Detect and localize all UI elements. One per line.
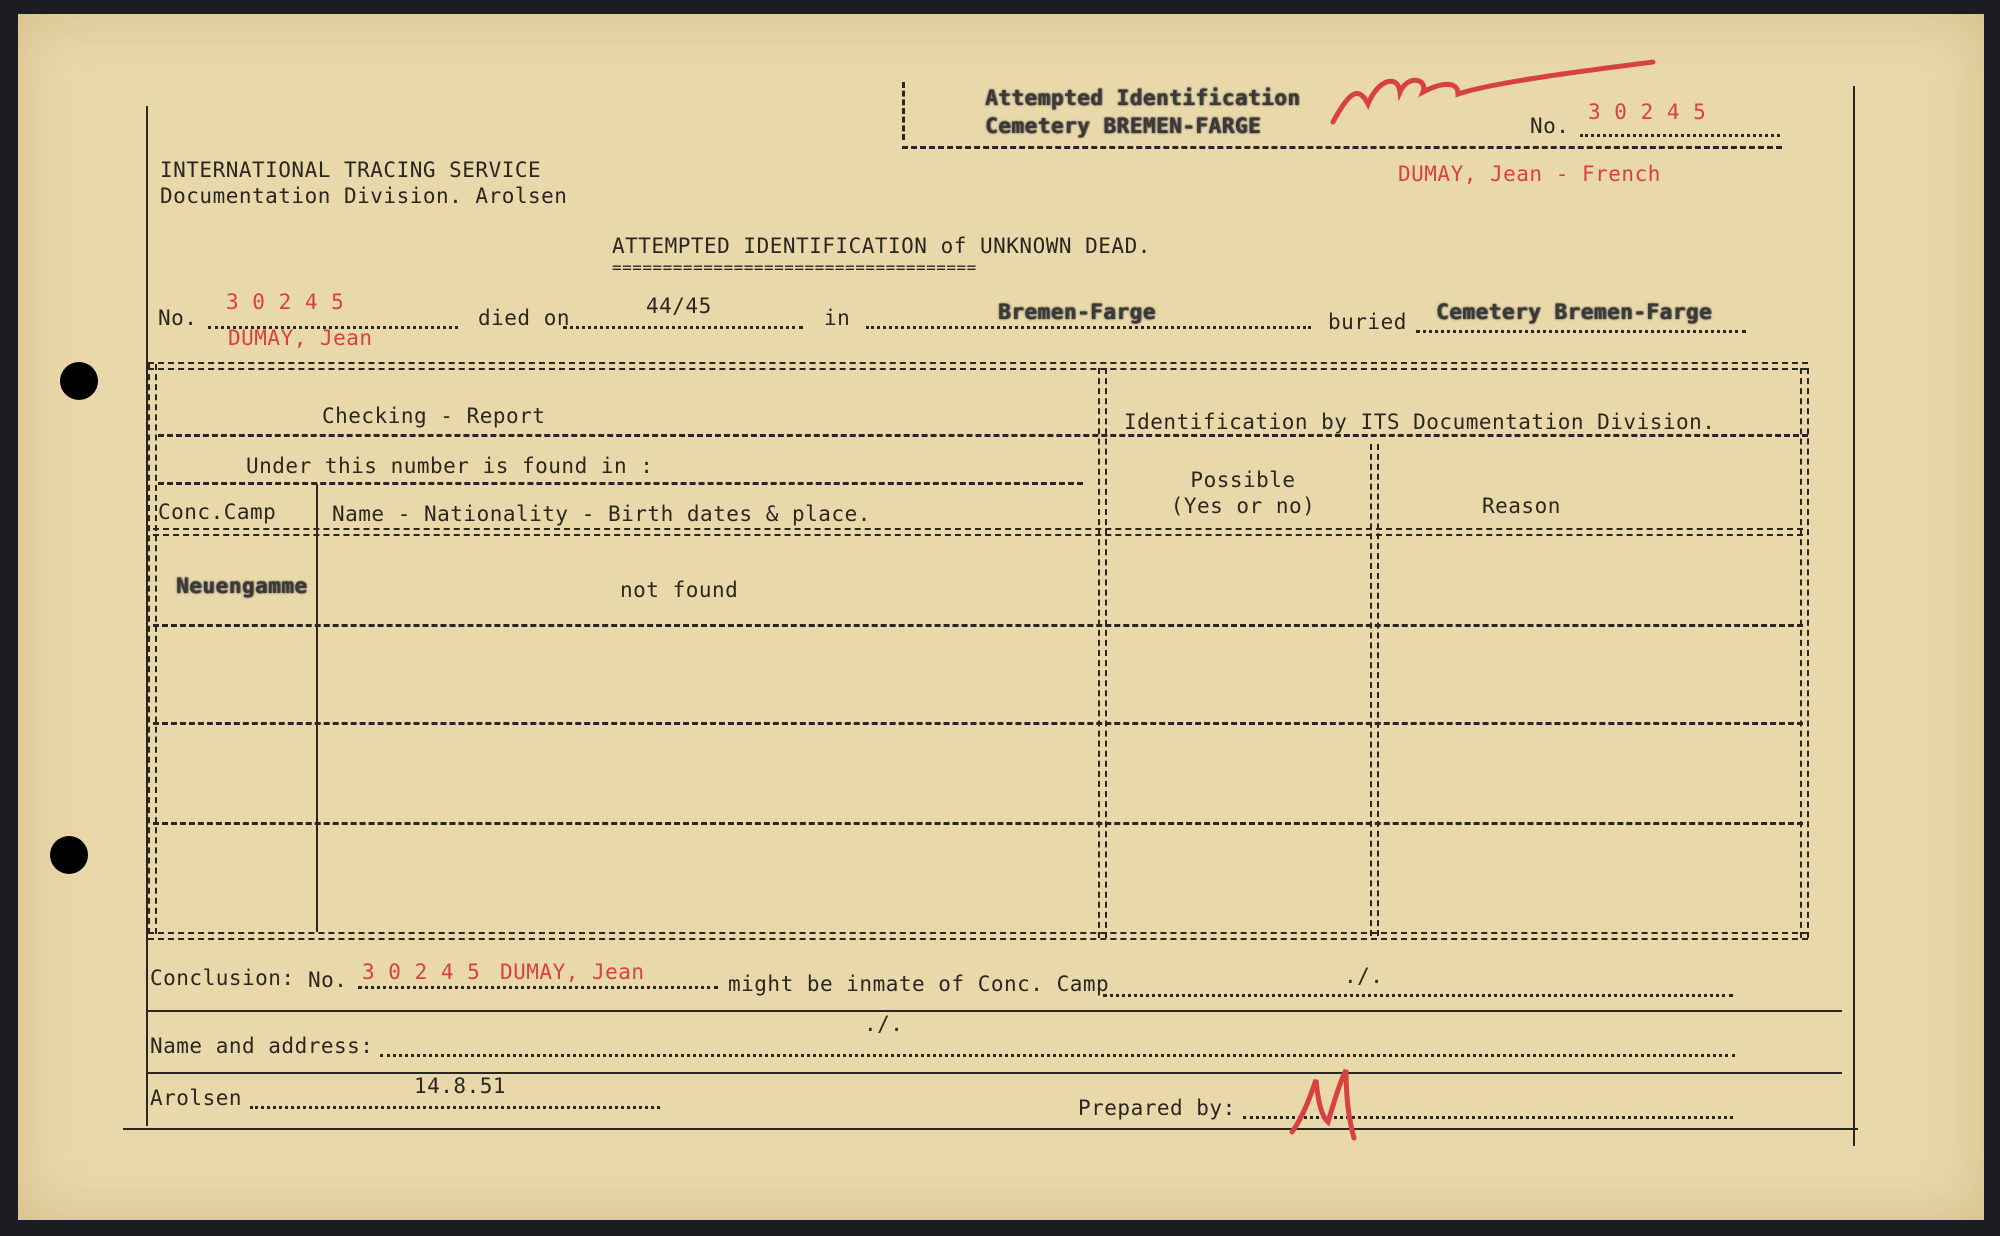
record-in-label: in [824,306,851,330]
frame-bottom-line [123,1128,1858,1130]
record-buried-value: Cemetery Bremen-Farge [1436,300,1713,324]
table-checking-report: Checking - Report [322,404,546,428]
table-line-after-columns [153,528,1803,536]
document-title-underline: ==================================== [612,258,977,277]
footer-date-value: 14.8.51 [414,1074,507,1098]
table-bottom-border [148,932,1808,940]
table-col-camp: Conc.Camp [158,500,277,524]
header-no-dots [1580,134,1780,137]
table-row1-camp: Neuengamme [176,574,308,598]
record-died-value: 44/45 [646,294,712,318]
record-died-dots [563,326,803,329]
header-name-stamp: DUMAY, Jean - French [1398,162,1661,186]
table-line-after-heading [158,434,1808,437]
table-col-reason: Reason [1482,494,1561,518]
punch-hole-bottom [50,836,88,874]
table-row-line-3 [153,822,1803,825]
record-died-label: died on [478,306,571,330]
table-divider-reason [1370,444,1379,936]
record-name-value: DUMAY, Jean [228,326,373,350]
conclusion-no-value: 3 0 2 4 5 [362,960,481,984]
org-line1: INTERNATIONAL TRACING SERVICE [160,158,542,182]
footer-place-label: Arolsen [150,1086,243,1110]
conclusion-camp-dots [1103,994,1733,997]
table-under-number: Under this number is found in : [246,454,654,478]
record-no-value: 3 0 2 4 5 [226,290,345,314]
table-row1-name: not found [620,578,739,602]
org-line2: Documentation Division. Arolsen [160,184,568,208]
table-left-border [148,364,157,934]
table-row-line-2 [153,722,1803,725]
address-label: Name and address: [150,1034,374,1058]
frame-right-line [1853,86,1855,1146]
table-row-line-1 [153,624,1803,627]
record-buried-label: buried [1328,310,1407,334]
record-in-dots [866,326,1311,329]
conclusion-label: Conclusion: [150,966,295,990]
record-buried-dots [1416,330,1746,333]
table-right-border [1800,368,1809,938]
header-box-left [902,82,905,140]
address-dots [380,1054,1735,1057]
header-box-line1: Attempted Identification [985,86,1301,110]
conclusion-camp-value: ./. [1344,964,1384,988]
index-card [18,14,1984,1220]
address-value: ./. [864,1012,904,1036]
table-col-name: Name - Nationality - Birth dates & place. [332,502,871,526]
table-divider-camp [316,484,318,932]
table-identification-header: Identification by ITS Documentation Division. [1124,410,1716,434]
punch-hole-top [60,362,98,400]
footer-prepared-label: Prepared by: [1078,1096,1236,1120]
table-divider-main [1098,368,1107,938]
address-underline [148,1072,1842,1074]
conclusion-no-dots [358,986,718,989]
conclusion-text: might be inmate of Conc. Camp [728,972,1110,996]
footer-date-dots [250,1106,660,1109]
header-no-value: 3 0 2 4 5 [1588,100,1707,124]
document-title: ATTEMPTED IDENTIFICATION of UNKNOWN DEAD. [612,234,1151,258]
table-col-possible: Possible [1190,468,1296,492]
header-box-bottom [902,146,1782,149]
header-box-line2: Cemetery BREMEN-FARGE [985,114,1262,138]
conclusion-no-label: No. [308,968,348,992]
record-in-value: Bremen-Farge [998,300,1156,324]
table-top-border [148,362,1808,370]
signature [1288,1062,1378,1142]
header-no-label: No. [1530,114,1570,138]
table-col-possible-sub: (Yes or no) [1170,494,1316,518]
table-line-under-number [158,482,1083,485]
conclusion-underline [148,1010,1842,1012]
conclusion-name-value: DUMAY, Jean [500,960,645,984]
record-no-label: No. [158,306,198,330]
